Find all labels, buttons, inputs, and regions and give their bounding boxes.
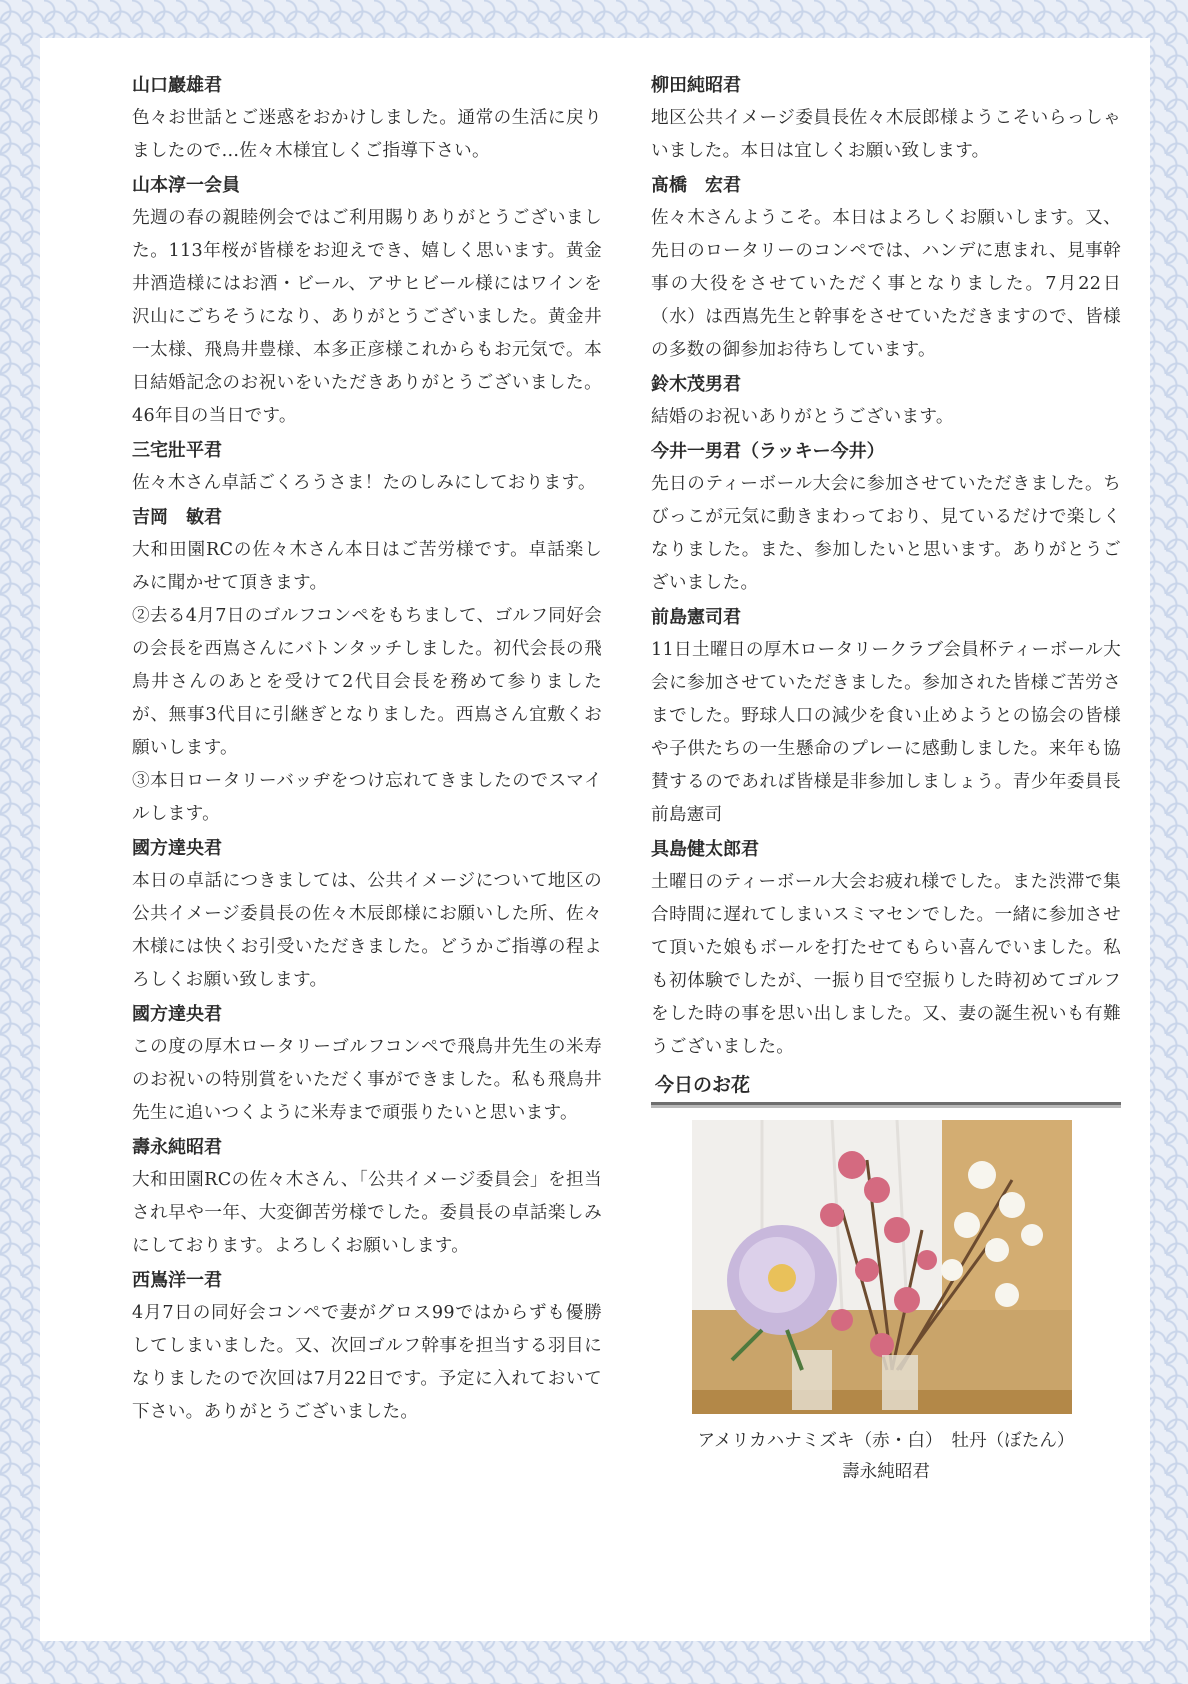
smile-entry: [651, 602, 1121, 832]
section-divider: [651, 1102, 1121, 1108]
smile-entry: [132, 502, 602, 831]
smile-entry: [132, 70, 602, 168]
member-name: 國方達央君: [132, 1004, 222, 1025]
member-name: 壽永純昭君: [132, 1137, 222, 1158]
member-name: 國方達央君: [132, 838, 222, 859]
flower-arrangement-photo: [692, 1120, 1072, 1414]
caption-flowers: アメリカハナミズキ（赤・白） 牡丹（ぼたん）: [697, 1431, 1075, 1451]
member-name: 髙橋 宏君: [651, 175, 741, 196]
caption-arranger: 壽永純昭君: [842, 1462, 930, 1482]
flower-photo-illustration: [692, 1120, 1072, 1414]
member-message: 結婚のお祝いありがとうございます。: [651, 407, 954, 427]
member-name: 今井一男君（ラッキー今井）: [651, 441, 885, 462]
member-message-extra: ②去る4月7日のゴルフコンペをもちまして、ゴルフ同好会の会長を西嶌さんにバトンタッチしました。初代会長の飛鳥井さんのあとを受けて2代目会長を務めて参りましたが、無事3代目に引継ぎとなりました。西嶌さん宜敷くお願いします。: [132, 606, 602, 758]
member-message: 大和田園RCの佐々木さん、「公共イメージ委員会」を担当され早や一年、大変御苦労様でした。委員長の卓話楽しみにしております。よろしくお願いします。: [132, 1170, 602, 1256]
member-message: 大和田園RCの佐々木さん本日はご苦労様です。卓話楽しみに聞かせて頂きます。: [132, 540, 602, 593]
member-message: 土曜日のティーボール大会お疲れ様でした。また渋滞で集合時間に遅れてしまいスミマセンでした。一緒に参加させて頂いた娘もボールを打たせてもらい喜んでいました。私も初体験でしたが、一振り目で空振りした時初めてゴルフをした時の事を思い出しました。又、妻の誕生祝いも有難うございました。: [651, 872, 1121, 1057]
flower-section: [651, 1070, 1121, 1488]
smile-entry: [651, 834, 1121, 1064]
smile-entry: [651, 170, 1121, 367]
member-message: 色々お世話とご迷惑をおかけしました。通常の生活に戻りましたので…佐々木様宜しくご指導下さい。: [132, 108, 602, 161]
member-name: 三宅壯平君: [132, 440, 222, 461]
member-name: 山本淳一会員: [132, 175, 240, 196]
member-name: 柳田純昭君: [651, 75, 741, 96]
smile-entry: [132, 170, 602, 433]
member-message: 本日の卓話につきましては、公共イメージについて地区の公共イメージ委員長の佐々木辰郎様にお願いした所、佐々木様には快くお引受いただきました。どうかご指導の程よろしくお願い致します。: [132, 871, 602, 990]
member-message-extra: ③本日ロータリーバッヂをつけ忘れてきましたのでスマイルします。: [132, 771, 602, 824]
member-name: 前島憲司君: [651, 607, 741, 628]
member-message: 地区公共イメージ委員長佐々木辰郎様ようこそいらっしゃいました。本日は宜しくお願い致します。: [651, 108, 1121, 161]
left-column: [132, 70, 602, 1431]
section-title: 今日のお花: [655, 1074, 751, 1096]
smile-entry: [132, 833, 602, 997]
smile-entry: [651, 70, 1121, 168]
member-message: 4月7日の同好会コンペで妻がグロス99ではからずも優勝してしまいました。又、次回ゴルフ幹事を担当する羽目になりましたので次回は7月22日です。予定に入れておいて下さい。ありがとうございました。: [132, 1303, 602, 1422]
member-message: 先日のティーボール大会に参加させていただきました。ちびっこが元気に動きまわっており、見ているだけで楽しくなりました。また、参加したいと思います。ありがとうございました。: [651, 474, 1121, 593]
smile-entry: [132, 999, 602, 1130]
member-message: 佐々木さん卓話ごくろうさま！たのしみにしております。: [132, 473, 596, 493]
member-message: 先週の春の親睦例会ではご利用賜りありがとうございました。113年桜が皆様をお迎えでき、嬉しく思います。黄金井酒造様にはお酒・ビール、アサヒビール様にはワインを沢山にごちそうになり、ありがとうございました。黄金井一太様、飛鳥井豊様、本多正彦様これからもお元気で。本日結婚記念のお祝いをいただきありがとうございました。46年目の当日です。: [132, 208, 602, 426]
smile-entry: [132, 435, 602, 500]
member-message: 佐々木さんようこそ。本日はよろしくお願いします。又、先日のロータリーのコンペでは、ハンデに恵まれ、見事幹事の大役をさせていただく事となりました。7月22日（水）は西嶌先生と幹事をさせていただきますので、皆様の多数の御参加お待ちしています。: [651, 208, 1121, 360]
member-name: 吉岡 敏君: [132, 507, 222, 528]
smile-entry: [132, 1132, 602, 1263]
newsletter-page: [40, 38, 1150, 1641]
photo-caption: [651, 1426, 1121, 1488]
member-message: この度の厚木ロータリーゴルフコンペで飛鳥井先生の米寿のお祝いの特別賞をいただく事ができました。私も飛鳥井先生に追いつくように米寿まで頑張りたいと思います。: [132, 1037, 602, 1123]
member-name: 西嶌洋一君: [132, 1270, 222, 1291]
smile-entry: [132, 1265, 602, 1429]
right-column: [651, 70, 1121, 1488]
member-name: 具島健太郎君: [651, 839, 759, 860]
member-name: 鈴木茂男君: [651, 374, 741, 395]
smile-entry: [651, 436, 1121, 600]
smile-entry: [651, 369, 1121, 434]
member-message: 11日土曜日の厚木ロータリークラブ会員杯ティーボール大会に参加させていただきました。参加された皆様ご苦労さまでした。野球人口の減少を食い止めようとの協会の皆様や子供たちの一生懸命のプレーに感動しました。来年も協賛するのであれば皆様是非参加しましょう。青少年委員長 前島憲司: [651, 640, 1121, 825]
member-name: 山口巖雄君: [132, 75, 222, 96]
